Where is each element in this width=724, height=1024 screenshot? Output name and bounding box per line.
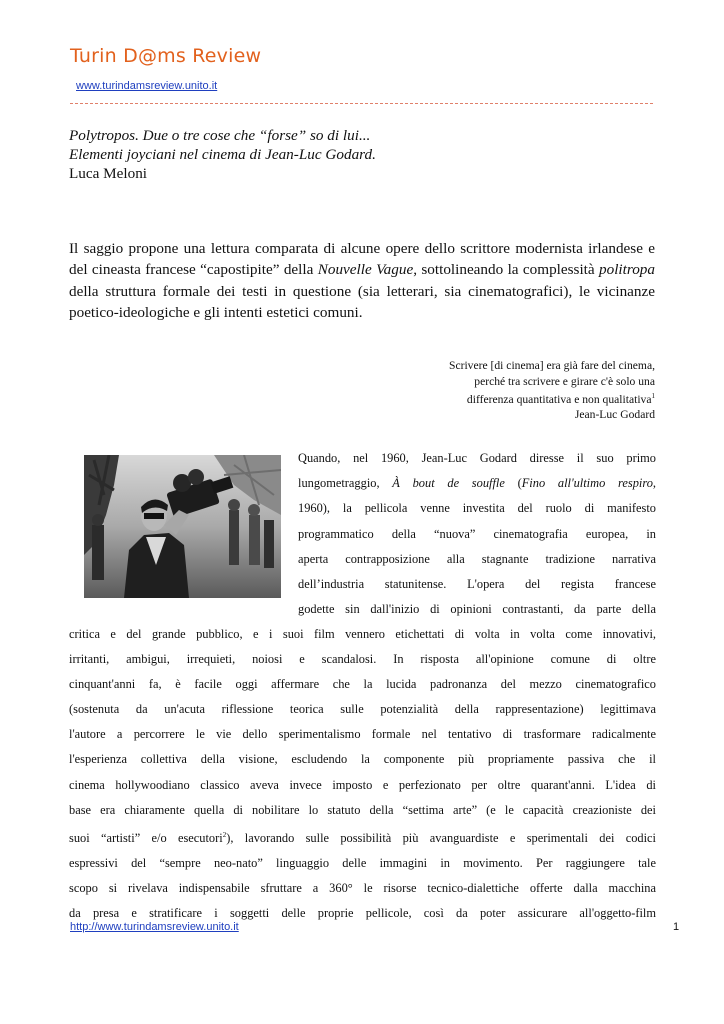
text-line: l'esperienza collettiva della visione, escludendo la componente più propriamente passiva che il	[69, 752, 656, 767]
header-divider	[70, 103, 653, 104]
text-line: (sostenuta da un'acuta riflessione teorica sulle potenzialità della rappresentazione) legittimava	[69, 702, 656, 717]
journal-title: Turin D@ms Review	[70, 45, 262, 67]
text-line: cinquant'anni fa, è facile oggi affermare che la lucida padronanza del mezzo cinematografico	[69, 677, 656, 692]
article-title-line-1: Polytropos. Due o tre cose che “forse” so di lui...	[69, 127, 371, 144]
abstract-paragraph: Il saggio propone una lettura comparata di alcune opere dello scrittore modernista irlandese e del cineasta francese “capostipite” della Nouvelle Vague, sottolineando la complessità politropa della struttura formale dei testi in questione (sia letterari, sia cinematografici), le vicinanze poetico-ideologiche e gli intenti estetici comuni.	[69, 240, 655, 322]
text-line: Quando, nel 1960, Jean-Luc Godard diresse il suo primo	[298, 451, 656, 465]
text-line: critica e del grande pubblico, e i suoi film vennero etichettati di volta in volta come innovativi,	[69, 627, 656, 641]
text-line: espressivi del “sempre neo-nato” linguaggio delle immagini in movimento. Per raggiungere tale	[69, 855, 656, 870]
epigraph-attribution: Jean-Luc Godard	[574, 408, 655, 422]
epigraph-line-2: perché tra scrivere e girare c'è solo una	[474, 374, 655, 388]
page-number: 1	[673, 921, 680, 933]
text-line: irritanti, ambigui, irrequieti, noiosi e scandalosi. In risposta all'opinione comune di oltre	[69, 652, 656, 667]
footer-site-link[interactable]: http://www.turindamsreview.unito.it	[70, 921, 239, 933]
text-line: l'autore a percorrere le vie dello sperimentalismo formale nel tentativo di trasformare radicalmente	[69, 727, 656, 742]
epigraph-line-3: differenza quantitativa e non qualitativa$^1$	[466, 392, 655, 406]
text-line: lungometraggio, À bout de souffle (Fino all'ultimo respiro,	[298, 476, 657, 491]
text-line: da presa e stratificare i soggetti delle proprie pellicole, così da poter assicurare all'oggetto-film	[69, 906, 656, 921]
text-line: 1960), la pellicola venne investita del ruolo di manifesto	[298, 501, 656, 516]
text-line: scopo si rivelava indispensabile sfruttare a 360° le risorse tecnico-dialettiche offerte dalla macchina	[69, 881, 656, 896]
footnote-mark-1[interactable]: 1	[651, 392, 655, 400]
text-line: programmatico della “nuova” cinematografia europea, in	[298, 526, 656, 541]
body-paragraph	[69, 622, 656, 926]
film-title-original: À bout de souffle	[392, 476, 505, 491]
text-line: base era chiaramente quella di nobilitare lo statuto della “settima arte” (e le capacità creazioniste dei	[69, 802, 656, 817]
godard-with-camera-photo	[84, 455, 281, 598]
article-heading	[69, 126, 376, 183]
article-author: Luca Meloni	[69, 165, 148, 182]
epigraph	[355, 358, 655, 423]
text-line: dell’industria statunitense. L'opera del regista francese	[298, 577, 656, 592]
text-line: suoi “artisti” e/o esecutori$^2$), lavorando sulle possibilità più avanguardiste e sperimentali dei codici	[69, 830, 656, 845]
footnote-mark-2[interactable]: 2	[222, 830, 227, 839]
epigraph-line-1: Scrivere [di cinema] era già fare del cinema,	[449, 359, 655, 372]
header-site-link[interactable]: www.turindamsreview.unito.it	[76, 80, 218, 92]
text-line: godette sin dall'inizio di opinioni contrastanti, da parte della	[298, 602, 656, 617]
text-line: cinema hollywoodiano classico aveva invece imposto e perfezionato per oltre quarant'anni. L'idea di	[69, 777, 656, 792]
article-title-line-2: Elementi joyciani nel cinema di Jean-Luc Godard.	[69, 146, 376, 163]
text-line: aperta contrapposizione alla stagnante tradizione narrativa	[298, 551, 656, 566]
intro-paragraph-wrapped	[298, 446, 656, 622]
film-title-italian: Fino all'ultimo respiro	[521, 476, 653, 491]
